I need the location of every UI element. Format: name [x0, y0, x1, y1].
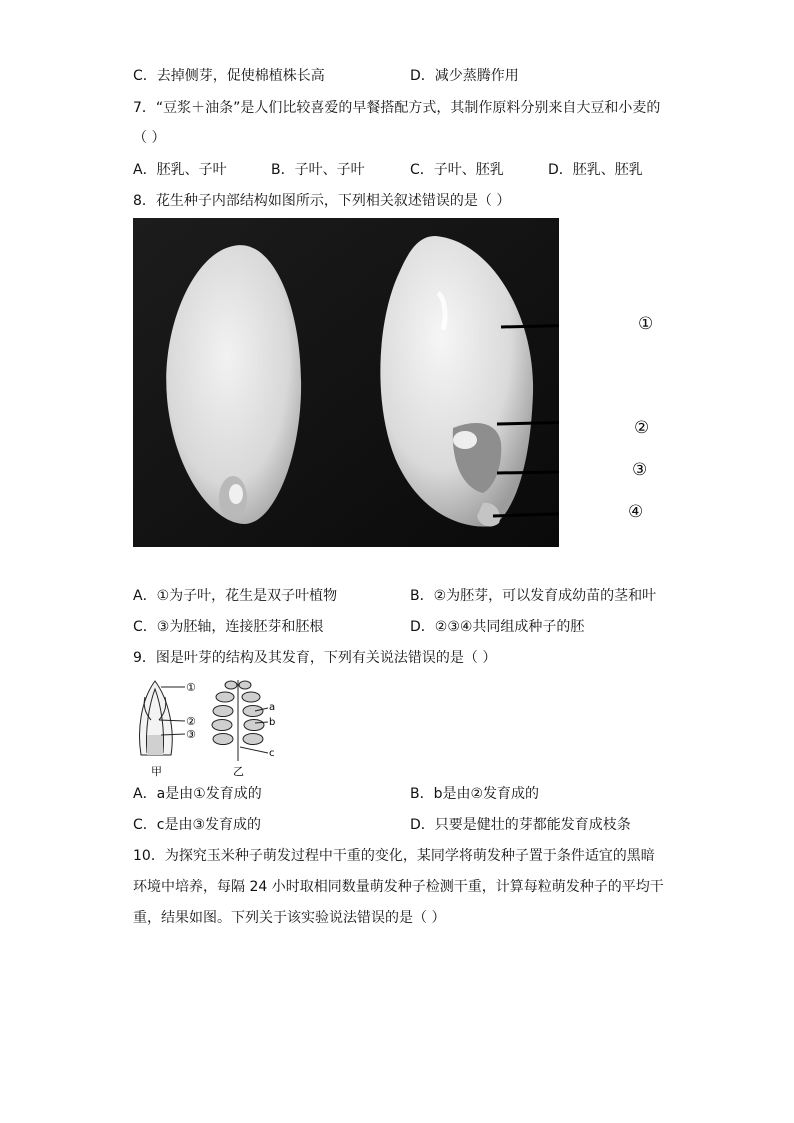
q10-stem-line3: 重，结果如图。下列关于该实验说法错误的是（ ）	[133, 910, 446, 926]
q9-stem: 9．图是叶芽的结构及其发育，下列有关说法错误的是（ ）	[133, 650, 497, 666]
q7-stem-line1: 7．“豆浆＋油条”是人们比较喜爱的早餐搭配方式，其制作原料分别来自大豆和小麦的	[133, 100, 661, 116]
q7-option-c: C．子叶、胚乳	[410, 162, 504, 178]
q7-option-d: D．胚乳、胚乳	[548, 162, 643, 178]
bud-label-1: ①	[186, 681, 196, 694]
seed-label-4: ④	[628, 502, 644, 522]
peanut-seed-photo	[133, 218, 559, 547]
q9-option-d: D．只要是健壮的芽都能发育成枝条	[410, 817, 631, 833]
bud-section-figure	[140, 681, 185, 755]
bud-label-2: ②	[186, 715, 196, 728]
q6-option-d: D．减少蒸腾作用	[410, 68, 519, 84]
seed-label-3: ③	[632, 460, 648, 480]
q9-option-b: B．b是由②发育成的	[410, 786, 540, 802]
q8-option-c: C．③为胚轴，连接胚芽和胚根	[133, 619, 324, 635]
q7-option-a: A．胚乳、子叶	[133, 162, 227, 178]
shoot-figure	[212, 680, 268, 761]
q9-option-a: A．a是由①发育成的	[133, 786, 262, 802]
fig-label-yi: 乙	[233, 765, 244, 778]
seed-label-2: ②	[634, 418, 650, 438]
q7-option-b: B．子叶、子叶	[271, 162, 365, 178]
q8-stem: 8．花生种子内部结构如图所示，下列相关叙述错误的是（ ）	[133, 193, 511, 209]
q8-option-b: B．②为胚芽，可以发育成幼苗的茎和叶	[410, 588, 657, 604]
fig-label-jia: 甲	[151, 765, 162, 778]
leaf-bud-diagram	[133, 675, 283, 780]
shoot-label-b: b	[269, 717, 276, 728]
q8-option-d: D．②③④共同组成种子的胚	[410, 619, 585, 635]
q7-stem-line2: （ ）	[133, 130, 166, 146]
shoot-label-c: c	[269, 748, 275, 759]
q6-option-c: C．去掉侧芽，促使棉植株长高	[133, 68, 325, 84]
seed-label-1: ①	[638, 314, 654, 334]
q10-stem-line1: 10．为探究玉米种子萌发过程中干重的变化，某同学将萌发种子置于条件适宜的黑暗	[133, 848, 655, 864]
shoot-label-a: a	[269, 702, 276, 713]
q10-stem-line2: 环境中培养，每隔 24 小时取相同数量萌发种子检测干重，计算每粒萌发种子的平均干	[133, 879, 664, 895]
bud-label-3: ③	[186, 728, 196, 741]
q9-option-c: C．c是由③发育成的	[133, 817, 262, 833]
q8-option-a: A．①为子叶，花生是双子叶植物	[133, 588, 338, 604]
